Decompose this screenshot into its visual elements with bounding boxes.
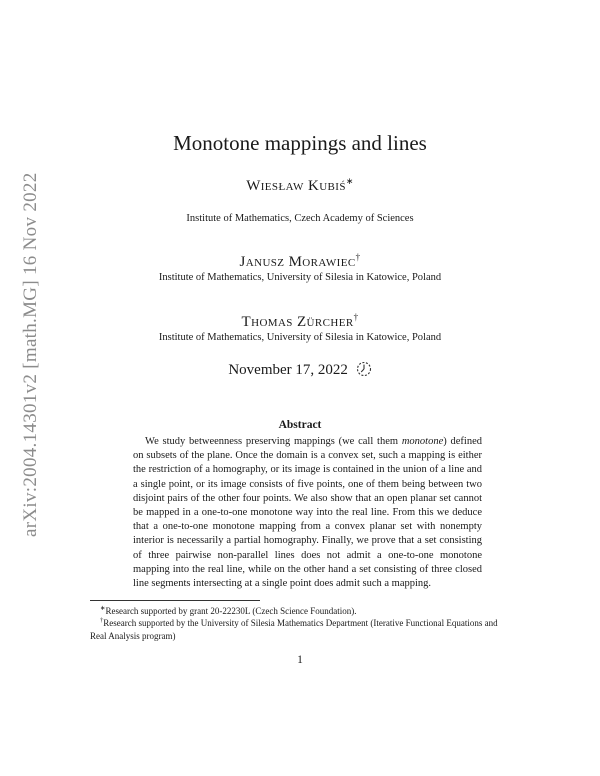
author-affiliation: Institute of Mathematics, Czech Academy of Sciences bbox=[186, 213, 414, 224]
abstract-emphasis: monotone bbox=[401, 436, 444, 447]
abstract-body: We study betweenness preserving mappings (we call them monotone) defined on subsets of the plane. Once the domain is a convex set, such a mapping is either the restriction of a homography, or its image is contained in the union of a line and a single point, or its image consists of five points, one of them being between two disjoint pairs of the other four points. We also show that an open planar set cannot be mapped in a one-to-one monotone way into the real line. From this we deduce that a one-to-one monotone mapping from a convex planar set with nonempty interior is necessarily a partial homography. Finally, we prove that a set consisting of three pairwise non-parallel lines does not admit a one-to-one monotone mapping into the real line, while on the other hand a set consisting of three closed line segments intersecting at a single point does admit such a mapping. bbox=[133, 436, 482, 590]
author-name bbox=[0, 176, 600, 195]
author-name bbox=[0, 252, 600, 271]
date-line bbox=[0, 361, 600, 379]
abstract-heading: Abstract bbox=[278, 419, 322, 431]
footnote: †Research supported by the University of Silesia Mathematics Department (Iterative Functional Equations and Real Analysis program) bbox=[90, 617, 498, 641]
footnote: ∗Research supported by grant 20-22230L (Czech Science Foundation). bbox=[100, 605, 357, 616]
clock-icon bbox=[356, 361, 372, 377]
author-mark: ∗ bbox=[345, 176, 354, 186]
footnote-rule bbox=[90, 600, 260, 601]
arxiv-stamp: arXiv:2004.14301v2 [math.MG] 16 Nov 2022 bbox=[20, 172, 41, 538]
author-name-text: Thomas Zürcher bbox=[241, 314, 354, 330]
paper-title: Monotone mappings and lines bbox=[173, 131, 427, 155]
author-affiliation: Institute of Mathematics, University of Silesia in Katowice, Poland bbox=[158, 332, 442, 343]
footnote-mark: † bbox=[100, 617, 104, 624]
author-name-text: Wiesław Kubiś bbox=[246, 178, 346, 194]
date-text: November 17, 2022 bbox=[228, 362, 348, 378]
page-number: 1 bbox=[297, 654, 303, 666]
author-mark: † bbox=[355, 252, 361, 262]
author-name bbox=[0, 312, 600, 331]
author-mark: † bbox=[353, 312, 359, 322]
author-affiliation: Institute of Mathematics, University of Silesia in Katowice, Poland bbox=[158, 272, 442, 283]
footnote-mark: ∗ bbox=[100, 605, 106, 612]
author-name-text: Janusz Morawiec bbox=[239, 254, 356, 270]
